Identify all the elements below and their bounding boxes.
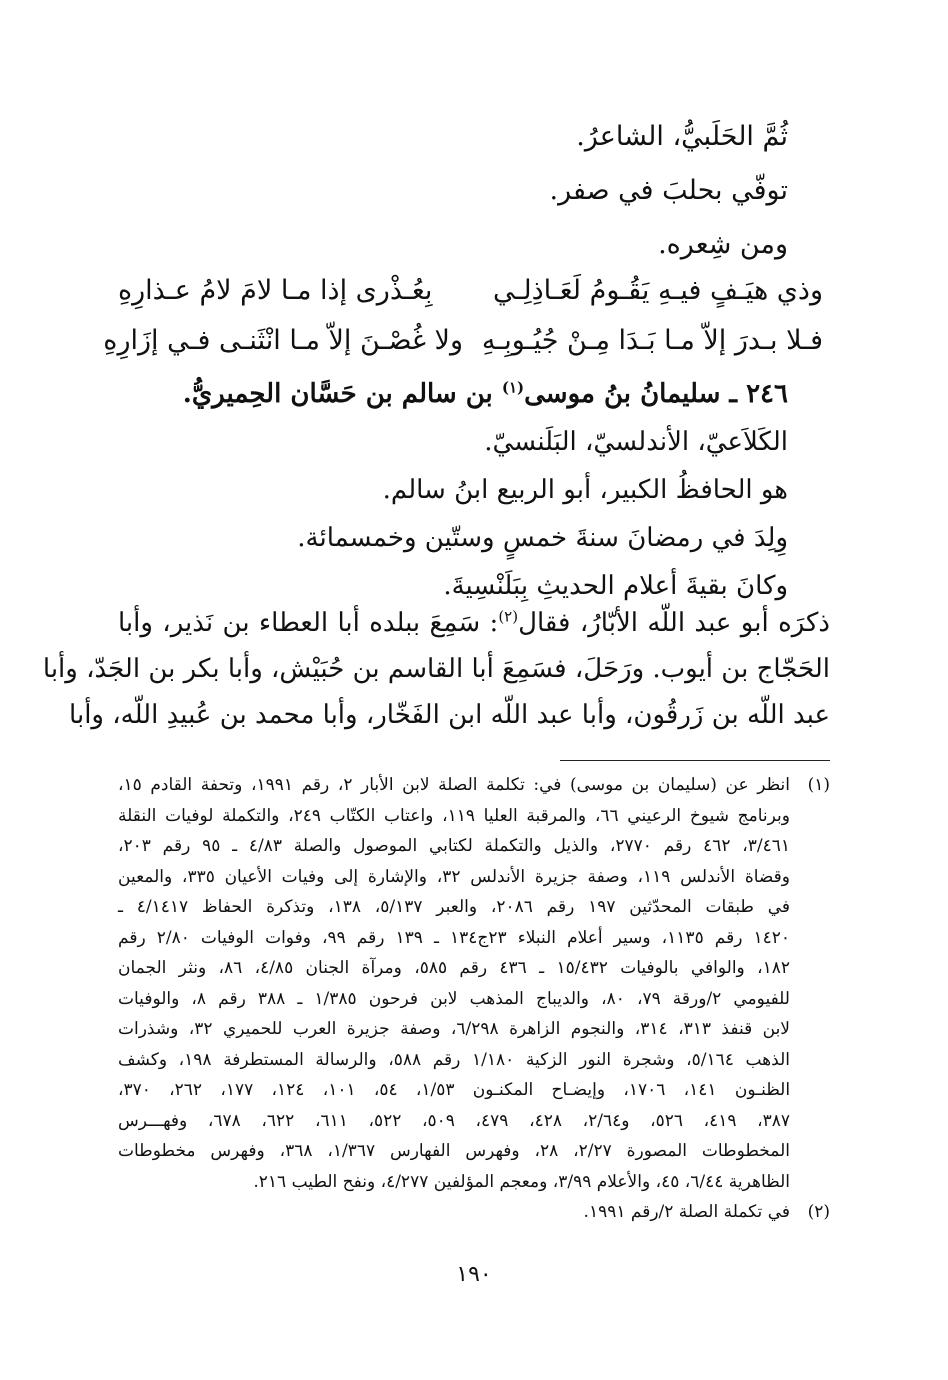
verse-second-hemistich: بِعُـذْرى إذا مـا لامَ لامُ عـذارِهِ: [118, 275, 433, 306]
text-line: [118, 600, 830, 646]
text-line: هو الحافظُ الكبير، أبو الربيع ابنُ سالم.: [382, 475, 788, 505]
footnote-line: الظنـون ١٤١، ١٧٠٦، وإيضـاح المكنـون ١/٥٣، ٥٤، ١٠١، ١٢٤، ١٧٧، ٢٦٢، ٣٧٠،: [118, 1080, 791, 1100]
verse-first-hemistich: فـلا بـدرَ إلاّ مـا بَـدَا مِـنْ جُيُـوبِـهِ: [481, 325, 823, 356]
text-line: الحَجّاج بن أيوب. ورَحَلَ، فسَمِعَ أبا القاسم بن حُبَيْش، وأبا بكر بن الجَدّ، وأبا: [42, 654, 830, 684]
body-paragraph: [42, 600, 830, 738]
biography-entry: [78, 370, 788, 610]
text-line: عبد اللّه بن زَرقُون، وأبا عبد اللّه ابن الفَخّار، وأبا محمد بن عُبيدِ اللّه، وأبا: [69, 700, 830, 730]
footnote-line: الظاهرية ٦/٤٤، ٤٥، والأعلام ٣/٩٩، ومعجم المؤلفين ٤/٢٧٧، ونفح الطيب ٢١٦.: [253, 1171, 790, 1192]
text-segment: ذكرَه أبو عبد اللّه الأبّارُ، فقال: [518, 608, 830, 638]
footnote-line: في طبقات المحدّثين ١٩٧ رقم ٢٠٨٦، والعبر ٥/١٣٧، ١٣٨، وتذكرة الحفاظ ٤/١٤١٧ ـ: [118, 897, 790, 917]
footnote-number: (١): [807, 775, 830, 795]
text-line: الكَلاَعيّ، الأندلسيّ، البَلَنسيّ.: [484, 427, 788, 457]
footnote-line: ٣٨٧، ٤١٩، ٥٢٦، و٢/٦٤، ٤٢٨، ٤٧٩، ٥٠٩، ٥٢٢، ٦١١، ٦٢٢، ٦٧٨، وفهـــرس: [118, 1110, 791, 1131]
footnote-body: [118, 770, 790, 1197]
verse-second-hemistich: ولا غُصْـنَ إلاّ مـا انْثَنـى فـي إزَارِهِ: [103, 325, 463, 356]
verse-first-hemistich: وذي هيَـفٍ فيـهِ يَقُـومُ لَعَـاذِلِـي: [492, 275, 823, 306]
footnote-line: للفيومي ٢/ورقة ٧٩، ٨٠، والديباج المذهب لابن فرحون ١/٣٨٥ ـ ٣٨٨ رقم ٨، والوفيات: [118, 988, 790, 1009]
footnote-line: في تكملة الصلة ٢/رقم ١٩٩١.: [583, 1202, 790, 1222]
footnote: [118, 770, 830, 1197]
text-line: توفّي بحلبَ في صفر.: [549, 175, 788, 206]
entry-heading: [78, 370, 788, 418]
poem-verse: [103, 316, 823, 366]
footnote-divider: [560, 760, 830, 761]
entry-heading-lineage: بن سالم بن حَسَّان الحِميريُّ.: [182, 379, 502, 409]
footnote-line: الذهب ٥/١٦٤، وشجرة النور الزكية ١/١٨٠ رقم ٥٨٨، والرسالة المستطرفة ١٩٨، وكشف: [118, 1049, 790, 1070]
footnote: [118, 1197, 830, 1228]
footnote-line: المخطوطات المصورة ٢/٢٧، ٢٨، وفهرس الفهارس ١/٣٦٧، ٣٦٨، وفهرس مخطوطات: [118, 1141, 790, 1161]
poem-verse: [118, 266, 823, 316]
footnote-line: ٣/٤٦١، ٤٦٢ رقم ٢٧٧٠، والذيل والتكملة لكتابي الموصول والصلة ٤/٨٣ ـ ٩٥ رقم ٢٠٣،: [118, 836, 790, 856]
intro-block: [78, 110, 788, 272]
page-number: ١٩٠: [456, 1262, 492, 1287]
footnote-line: ١٤٢٠ رقم ١١٣٥، وسير أعلام النبلاء ٢٣ج١٣٤ ـ ١٣٩ رقم ٩٩، وفوات الوفيات ٢/٨٠ رقم: [118, 927, 790, 948]
text-line: ثُمَّ الحَلَبيُّ، الشاعرُ.: [576, 121, 788, 152]
footnote-body: [118, 1197, 790, 1228]
footnote-number: (٢): [807, 1202, 830, 1222]
poem: [103, 266, 823, 366]
footnote-ref: (١): [501, 378, 525, 397]
footnote-ref: (٢): [498, 607, 519, 626]
footnote-line: وقضاة الأندلس ١١٩، وصفة جزيرة الأندلس ٣٢، والإشارة إلى وفيات الأعيان ٣٣٥، والمعين: [118, 866, 790, 887]
text-segment: : سَمِعَ ببلده أبا العطاء بن نَذير، وأبا: [118, 608, 499, 638]
footnote-line: لابن قنفذ ٣١٣، ٣١٤، والنجوم الزاهرة ٦/٢٩٨، وصفة جزيرة العرب للحميري ٣٢، وشذرات: [118, 1019, 791, 1039]
footnote-line: ١٨٢، والوافي بالوفيات ١٥/٤٣٢ ـ ٤٣٦ رقم ٥٨٥، ومرآة الجنان ٤/٨٥، ٨٦، ونثر الجمان: [118, 958, 790, 978]
footnote-line: وبرنامج شيوخ الرعيني ٦٦، والمرقبة العليا ١١٩، واعتاب الكتّاب ٢٤٩، والتكملة لوفيات النقلة: [118, 805, 790, 826]
text-line: ومن شِعره.: [658, 229, 788, 260]
footnote-line: انظر عن (سليمان بن موسى) في: تكلمة الصلة لابن الأبار ٢، رقم ١٩٩١، وتحفة القادم ١٥،: [118, 775, 790, 795]
text-line: وِلِدَ في رمضانَ سنةَ خمسٍ وستّين وخمسمائة.: [297, 523, 788, 553]
text-line: وكانَ بقيةَ أعلام الحديثِ بِبَلَنْسِيةَ.: [443, 571, 788, 601]
entry-heading-name: ٢٤٦ ـ سليمانُ بنُ موسى: [524, 379, 788, 409]
footnotes: [118, 770, 830, 1228]
